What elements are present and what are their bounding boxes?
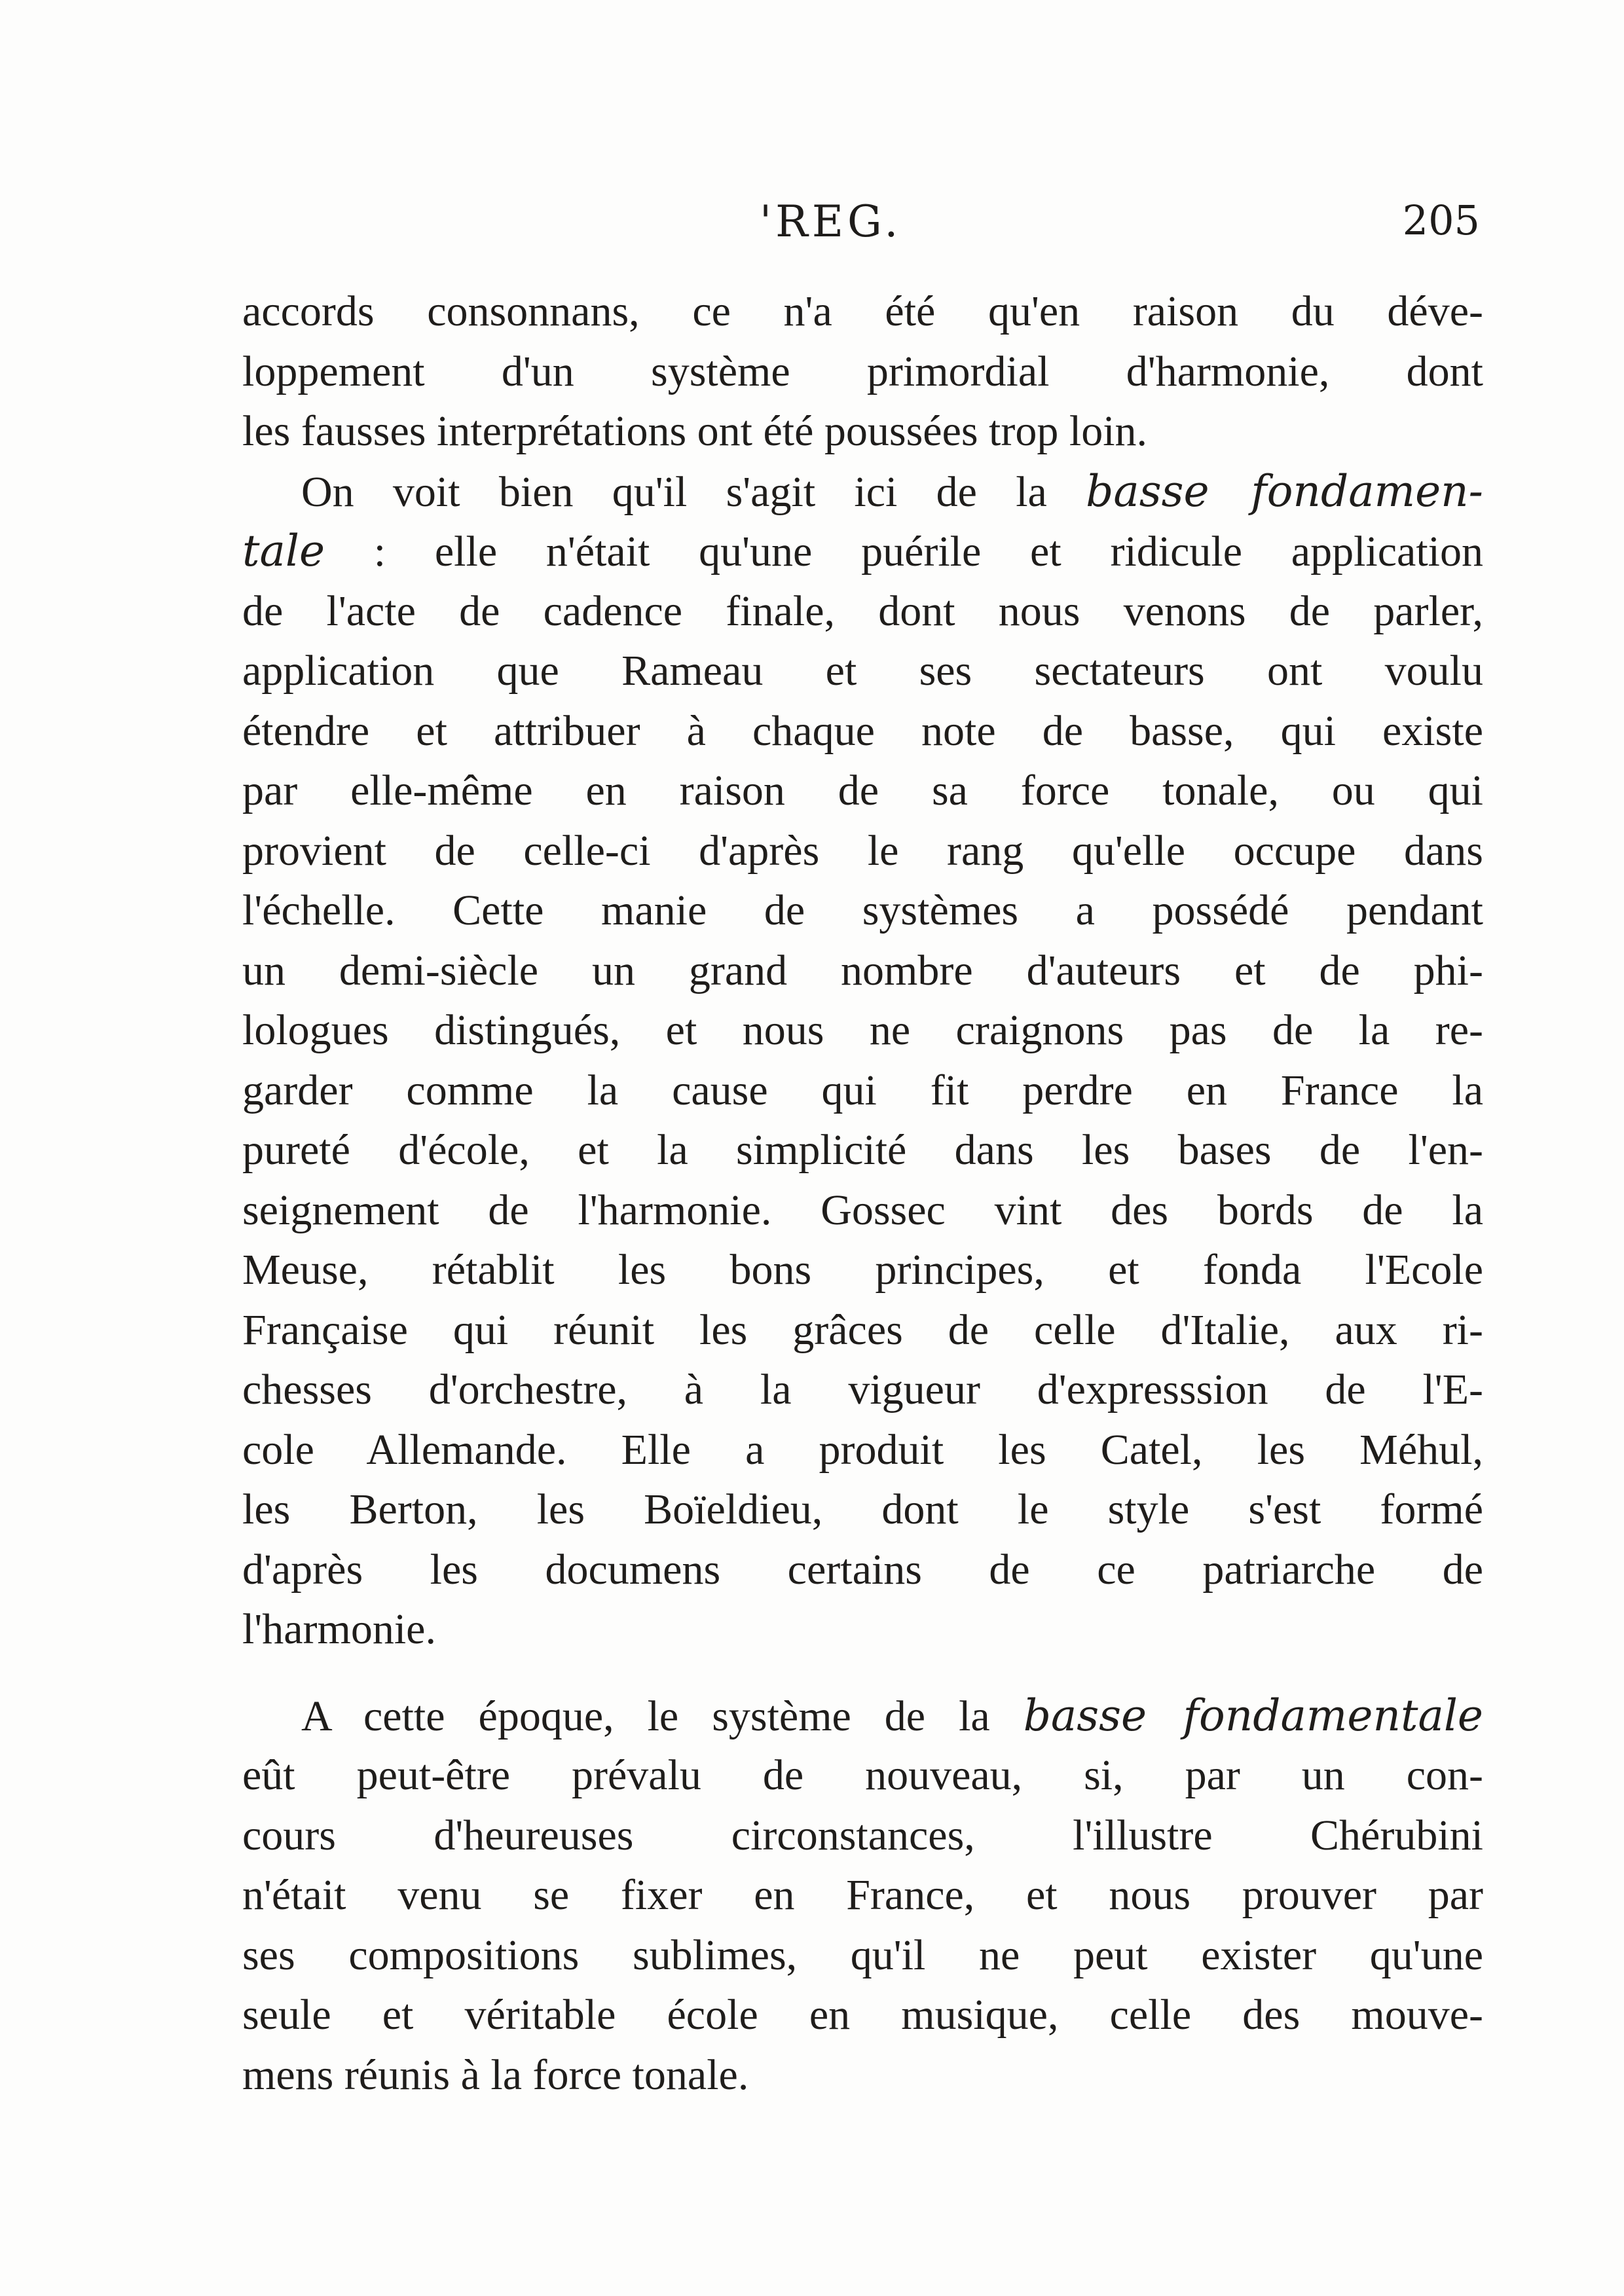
text-run: pureté d'école, et la simplicité dans les bases de l'en- [242, 1126, 1483, 1174]
italic-term: tale [242, 526, 325, 576]
text-run: accords consonnans, ce n'a été qu'en raison du déve- [242, 287, 1483, 335]
italic-term: basse fondamen- [1086, 465, 1483, 517]
text-line [242, 1806, 1483, 1866]
text-line [242, 1240, 1483, 1300]
text-line [242, 1925, 1483, 1986]
text-line [242, 1599, 1483, 1660]
text-run: cole Allemande. Elle a produit les Catel, les Méhul, [242, 1425, 1483, 1474]
text-line [242, 1985, 1483, 2045]
text-line [242, 761, 1483, 821]
text-run: cours d'heureuses circonstances, l'illustre Chérubini [242, 1811, 1483, 1859]
paragraph [242, 462, 1483, 1660]
text-line [242, 1686, 1483, 1746]
text-line [242, 1420, 1483, 1480]
text-run: par elle-même en raison de sa force tonale, ou qui [242, 767, 1483, 814]
text-line [242, 282, 1483, 342]
text-run: étendre et attribuer à chaque note de basse, qui existe [242, 706, 1483, 755]
paragraph-gap [242, 1660, 1483, 1686]
text-run: Française qui réunit les grâces de celle d'Italie, aux ri- [242, 1305, 1483, 1354]
text-line [242, 1540, 1483, 1600]
text-line [242, 1480, 1483, 1540]
text-line [242, 1061, 1483, 1121]
text-line [242, 462, 1483, 522]
text-line [242, 1300, 1483, 1360]
text-run: loppement d'un système primordial d'harmonie, dont [242, 347, 1483, 395]
text-run: ses compositions sublimes, qu'il ne peut exister qu'une [242, 1931, 1483, 1979]
page-header [242, 190, 1480, 262]
text-run: n'était venu se fixer en France, et nous prouver par [242, 1871, 1483, 1919]
text-line [242, 342, 1483, 402]
page-number: 205 [1402, 196, 1480, 244]
text-run: les Berton, les Boïeldieu, dont le style s'est formé [242, 1485, 1483, 1533]
text-line [242, 1865, 1483, 1925]
text-run: un demi-siècle un grand nombre d'auteurs et de phi- [242, 946, 1483, 994]
text-line [242, 881, 1483, 941]
text-run: On voit bien qu'il s'agit ici de la [301, 467, 1086, 516]
text-line [242, 641, 1483, 701]
text-run: mens réunis à la force tonale. [242, 2050, 749, 2099]
text-line [242, 521, 1483, 581]
text-run: lologues distingués, et nous ne craignons pas de la re- [242, 1006, 1483, 1054]
text-line [242, 1000, 1483, 1061]
running-head: 'REG. [760, 196, 902, 247]
text-run: A cette époque, le système de la [301, 1692, 1024, 1740]
text-run: chesses d'orchestre, à la vigueur d'expresssion de l'E- [242, 1366, 1483, 1413]
text-run: l'harmonie. [242, 1605, 436, 1653]
text-line [242, 1120, 1483, 1180]
italic-term: basse fondamentale [1023, 1690, 1483, 1741]
text-line [242, 2045, 1483, 2105]
text-line [242, 1180, 1483, 1241]
text-run: les fausses interprétations ont été poussées trop loin. [242, 407, 1148, 455]
text-run: d'après les documens certains de ce patriarche de [242, 1545, 1483, 1594]
text-run: seignement de l'harmonie. Gossec vint des bords de la [242, 1186, 1483, 1234]
text-run: l'échelle. Cette manie de systèmes a possédé pendant [242, 886, 1483, 934]
text-line [242, 581, 1483, 642]
paragraph [242, 282, 1483, 462]
text-run: provient de celle-ci d'après le rang qu'elle occupe dans [242, 826, 1483, 875]
paragraph [242, 1686, 1483, 2105]
text-line [242, 941, 1483, 1001]
text-line [242, 1360, 1483, 1420]
text-run: Meuse, rétablit les bons principes, et fonda l'Ecole [242, 1246, 1483, 1294]
text-line [242, 821, 1483, 881]
text-line [242, 401, 1483, 462]
text-run: application que Rameau et ses sectateurs ont voulu [242, 647, 1483, 695]
text-run: garder comme la cause qui fit perdre en France la [242, 1066, 1483, 1114]
text-line [242, 701, 1483, 761]
text-run: eût peut-être prévalu de nouveau, si, par un con- [242, 1751, 1483, 1799]
body-text [242, 282, 1483, 2105]
text-run: de l'acte de cadence finale, dont nous venons de parler, [242, 587, 1483, 635]
text-run: seule et véritable école en musique, celle des mouve- [242, 1991, 1483, 2039]
text-run: : elle n'était qu'une puérile et ridicule application [325, 528, 1483, 575]
text-line [242, 1745, 1483, 1806]
